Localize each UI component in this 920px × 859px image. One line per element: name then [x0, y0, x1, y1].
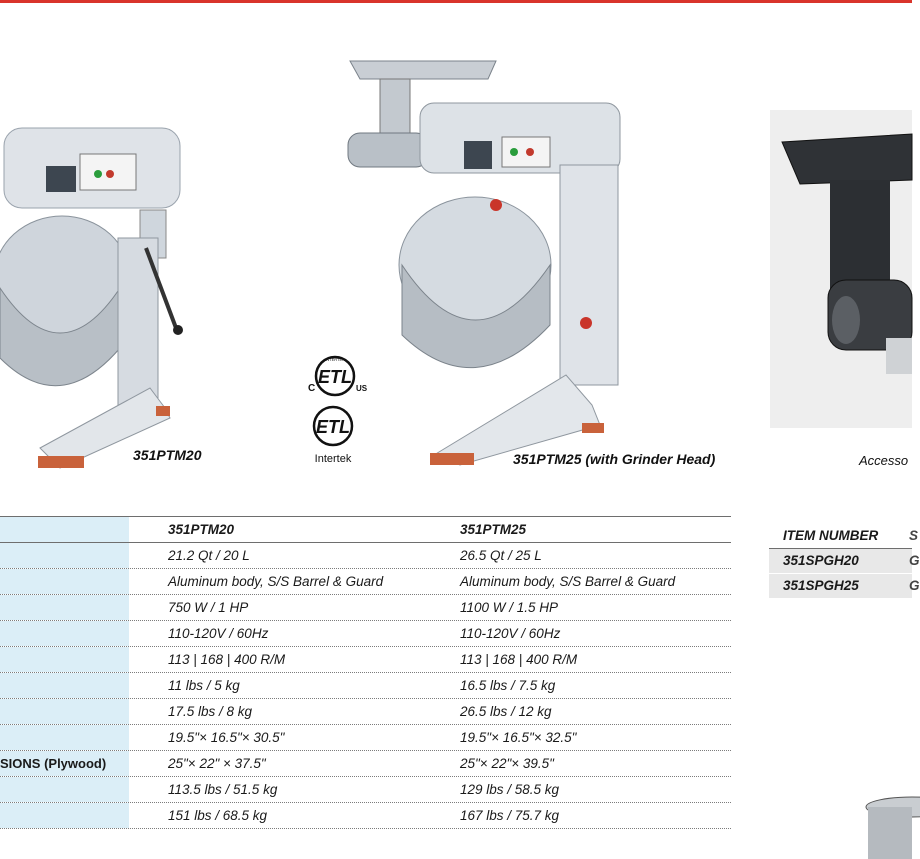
product-caption-351ptm20: 351PTM20	[133, 447, 202, 463]
spec-row	[0, 621, 731, 647]
spec-cell: 110-120V / 60Hz	[168, 626, 269, 641]
spec-cell: 113 | 168 | 400 R/M	[168, 652, 286, 667]
spec-label	[0, 621, 129, 646]
spec-cell: 167 lbs / 75.7 kg	[460, 808, 560, 823]
spec-label	[0, 647, 129, 672]
accessory-item-number: 351SPGH20	[783, 553, 859, 568]
spec-cell: 113.5 lbs / 51.5 kg	[168, 782, 278, 797]
spec-cell: Aluminum body, S/S Barrel & Guard	[460, 574, 676, 589]
spec-label	[0, 517, 129, 542]
etl-top-text: INTERTEK	[325, 357, 345, 362]
spec-cell: 25"× 22"× 39.5"	[460, 756, 554, 771]
accessory-header-col2: S	[909, 528, 919, 543]
spec-label	[0, 673, 129, 698]
spec-row	[0, 751, 731, 777]
spec-cell: 19.5"× 16.5"× 30.5"	[168, 730, 285, 745]
spec-row	[0, 699, 731, 725]
spec-row	[0, 673, 731, 699]
spec-cell: 26.5 Qt / 25 L	[460, 548, 542, 563]
spec-row	[0, 543, 731, 569]
spec-cell: 19.5"× 16.5"× 32.5"	[460, 730, 577, 745]
spec-cell: 129 lbs / 58.5 kg	[460, 782, 560, 797]
spec-cell: 1100 W / 1.5 HP	[460, 600, 559, 615]
spec-label	[0, 543, 129, 568]
spec-cell: 26.5 lbs / 12 kg	[460, 704, 552, 719]
spec-cell: 113 | 168 | 400 R/M	[460, 652, 578, 667]
spec-cell: 110-120V / 60Hz	[460, 626, 561, 641]
spec-row	[0, 803, 731, 829]
etl-intertek-icon	[308, 404, 358, 466]
accessory-item-col2: G	[909, 578, 920, 593]
spec-label	[0, 803, 129, 828]
mixer-351ptm20-image	[0, 118, 200, 478]
spec-header-model-2: 351PTM25	[460, 522, 527, 537]
accessory-row	[769, 574, 920, 599]
etl-listed-us-icon	[302, 352, 368, 402]
spec-cell: 151 lbs / 68.5 kg	[168, 808, 268, 823]
mixer-351ptm25-image	[330, 55, 630, 475]
spec-row	[0, 595, 731, 621]
spec-row	[0, 569, 731, 595]
spec-row	[0, 777, 731, 803]
accessory-item-col2: G	[909, 553, 920, 568]
top-accent-bar	[0, 0, 912, 3]
spec-cell: 16.5 lbs / 7.5 kg	[460, 678, 556, 693]
intertek-label: Intertek	[314, 453, 352, 465]
spec-header-model-1: 351PTM20	[168, 522, 235, 537]
spec-row	[0, 725, 731, 751]
spec-label	[0, 725, 129, 750]
spec-label	[0, 699, 129, 724]
spec-table	[0, 516, 731, 829]
etl-us-text: US	[356, 384, 368, 393]
accessory-row	[769, 549, 920, 574]
accessory-caption: Accesso	[859, 453, 909, 468]
etl-c-text: C	[308, 383, 316, 394]
accessory-header-row	[769, 524, 919, 549]
etl-mark-text: ETL	[316, 417, 350, 437]
spec-label	[0, 777, 129, 802]
spec-cell: 21.2 Qt / 20 L	[168, 548, 250, 563]
spec-label: SIONS (Plywood)	[0, 751, 129, 776]
accessory-item-number: 351SPGH25	[783, 578, 859, 593]
spec-cell: Aluminum body, S/S Barrel & Guard	[168, 574, 384, 589]
etl-mark-text: ETL	[318, 367, 352, 387]
product-caption-351ptm25: 351PTM25 (with Grinder Head)	[513, 451, 716, 467]
spec-label	[0, 569, 129, 594]
stock-pot-image	[862, 795, 912, 859]
spec-cell: 17.5 lbs / 8 kg	[168, 704, 253, 719]
spec-row	[0, 647, 731, 673]
spec-cell: 11 lbs / 5 kg	[168, 678, 240, 693]
spec-header-row	[0, 516, 731, 543]
accessory-header-item-number: ITEM NUMBER	[783, 528, 879, 543]
accessory-table	[769, 524, 920, 599]
spec-cell: 25"× 22" × 37.5"	[168, 756, 266, 771]
spec-label	[0, 595, 129, 620]
grinder-head-accessory-image	[770, 110, 912, 428]
spec-cell: 750 W / 1 HP	[168, 600, 249, 615]
